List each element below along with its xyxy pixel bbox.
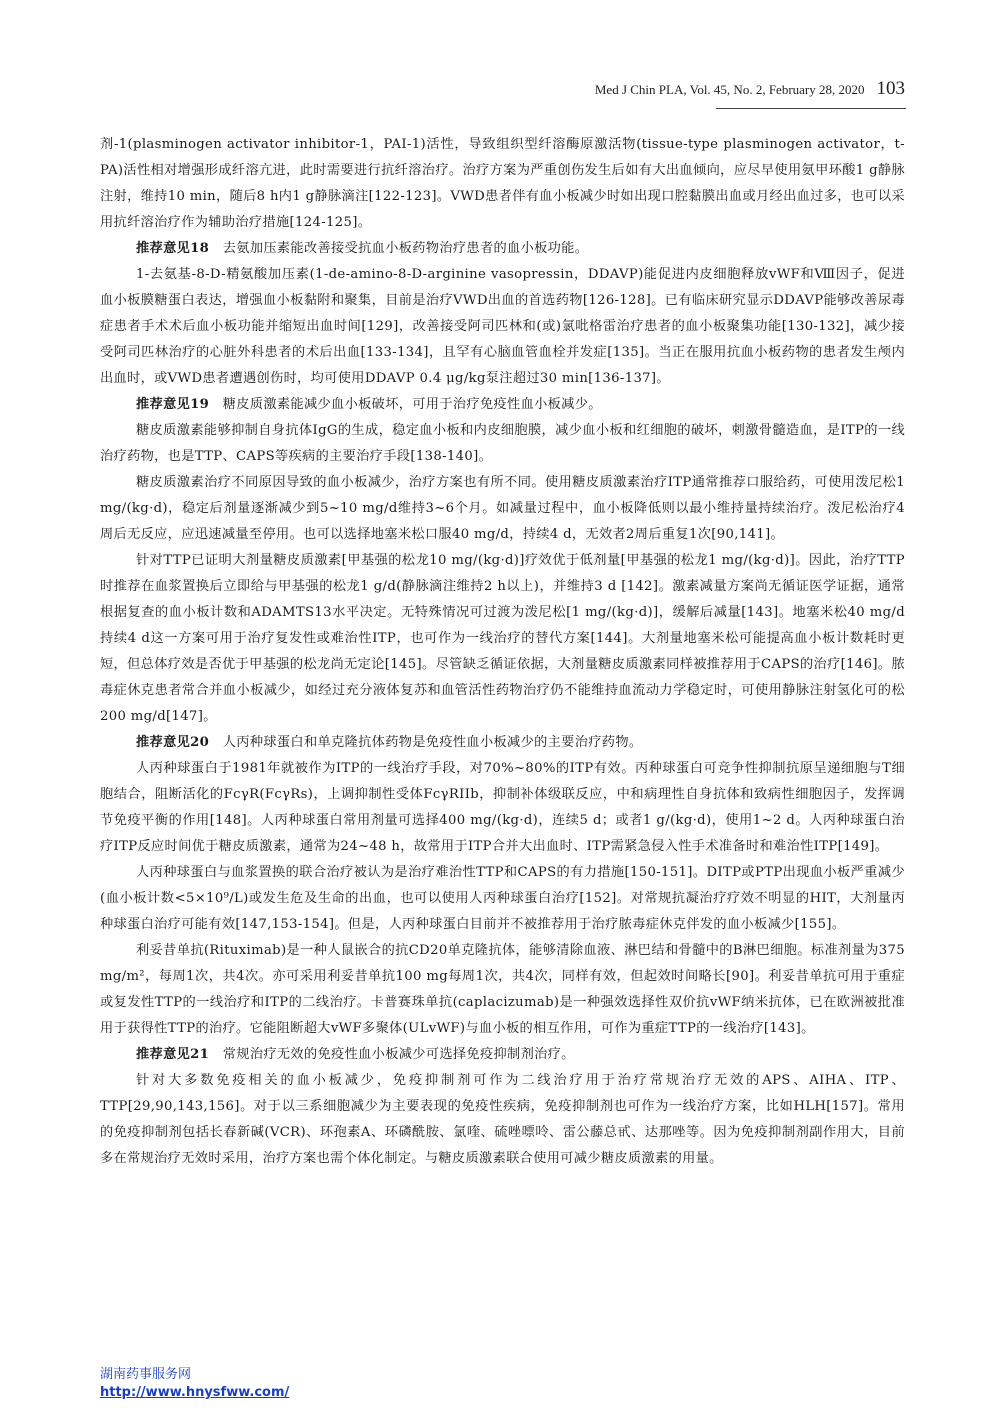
article-body (100, 132, 905, 1172)
page-number: 103 (876, 78, 905, 99)
paragraph-continuation: 剂-1(plasminogen activator inhibitor-1，PAI-1)活性，导致组织型纤溶酶原激活物(tissue-type plasminogen activator，t-PA)活性相对增强形成纤溶亢进，此时需要进行抗纤溶治疗。治疗方案为严重创伤发生后如有大出血倾向，应尽早使用氨甲环酸1 g静脉注射，维持10 min，随后8 h内1 g静脉滴注[122-123]。VWD患者伴有血小板减少时如出现口腔黏膜出血或月经出血过多，也可以采用抗纤溶治疗作为辅助治疗措施[124-125]。 (100, 137, 905, 230)
recommendation-18 (100, 236, 905, 262)
site-url-link[interactable]: http://www.hnysfww.com/ (100, 1385, 290, 1400)
recommendation-text: 常规治疗无效的免疫性血小板减少可选择免疫抑制剂治疗。 (222, 1047, 575, 1062)
recommendation-label: 推荐意见20 (136, 735, 210, 750)
recommendation-label: 推荐意见21 (136, 1047, 210, 1062)
recommendation-text: 人丙种球蛋白和单克隆抗体药物是免疫性血小板减少的主要治疗药物。 (222, 735, 643, 750)
journal-citation: Med J Chin PLA, Vol. 45, No. 2, February 28, 2020 (594, 82, 865, 97)
recommendation-19 (100, 392, 905, 418)
site-name: 湖南药事服务网 (100, 1367, 192, 1382)
recommendation-label: 推荐意见18 (136, 241, 210, 256)
paragraph: 人丙种球蛋白于1981年就被作为ITP的一线治疗手段，对70%~80%的ITP有效。丙种球蛋白可竞争性抑制抗原呈递细胞与T细胞结合，阻断活化的FcγR(FcγRs)，上调抑制性受体FcγRIIb，抑制补体级联反应，中和病理性自身抗体和致病性细胞因子，发挥调节免疫平衡的作用[148]。人丙种球蛋白常用剂量可选择400 mg/(kg·d)，连续5 d；或者1 g/(kg·d)，使用1~2 d。人丙种球蛋白治疗ITP反应时间优于糖皮质激素，通常为24~48 h，故常用于ITP合并大出血时、ITP需紧急侵入性手术准备时和难治性ITP[149]。 (100, 761, 905, 854)
paragraph: 1-去氨基-8-D-精氨酸加压素(1-de-amino-8-D-arginine vasopressin，DDAVP)能促进内皮细胞释放vWF和Ⅷ因子，促进血小板膜糖蛋白表达，增强血小板黏附和聚集，目前是治疗VWD出血的首选药物[126-128]。已有临床研究显示DDAVP能够改善尿毒症患者手术术后血小板功能并缩短出血时间[129]，改善接受阿司匹林和(或)氯吡格雷治疗患者的血小板聚集功能[130-132]，减少接受阿司匹林治疗的心脏外科患者的术后出血[133-134]，且罕有心脑血管血栓并发症[135]。当正在服用抗血小板药物的患者发生颅内出血时，或VWD患者遭遇创伤时，均可使用DDAVP 0.4 μg/kg泵注超过30 min[136-137]。 (100, 267, 905, 386)
paragraph: 人丙种球蛋白与血浆置换的联合治疗被认为是治疗难治性TTP和CAPS的有力措施[150-151]。DITP或PTP出现血小板严重减少(血小板计数<5×10⁹/L)或发生危及生命的出血，也可以使用人丙种球蛋白治疗[152]。对常规抗凝治疗疗效不明显的HIT，大剂量丙种球蛋白治疗可能有效[147,153-154]。但是，人丙种球蛋白目前并不被推荐用于治疗脓毒症休克伴发的血小板减少[155]。 (100, 865, 905, 932)
recommendation-21 (100, 1042, 905, 1068)
paragraph: 糖皮质激素治疗不同原因导致的血小板减少，治疗方案也有所不同。使用糖皮质激素治疗ITP通常推荐口服给药，可使用泼尼松1 mg/(kg·d)，稳定后剂量逐渐减少到5~10 mg/d维持3~6个月。如减量过程中，血小板降低则以最小维持量持续治疗。泼尼松治疗4周后无反应，应迅速减量至停用。也可以选择地塞米松口服40 mg/d，持续4 d，无效者2周后重复1次[90,141]。 (100, 475, 905, 542)
header-rule (716, 108, 906, 109)
paragraph: 糖皮质激素能够抑制自身抗体IgG的生成，稳定血小板和内皮细胞膜，减少血小板和红细胞的破坏，刺激骨髓造血，是ITP的一线治疗药物，也是TTP、CAPS等疾病的主要治疗手段[138-140]。 (100, 423, 905, 464)
paragraph: 针对TTP已证明大剂量糖皮质激素[甲基强的松龙10 mg/(kg·d)]疗效优于低剂量[甲基强的松龙1 mg/(kg·d)]。因此，治疗TTP时推荐在血浆置换后立即给与甲基强的松龙1 g/d(静脉滴注维持2 h以上)，并维持3 d [142]。激素减量方案尚无循证医学证据，通常根据复查的血小板计数和ADAMTS13水平决定。无特殊情况可过渡为泼尼松[1 mg/(kg·d)]，缓解后减量[143]。地塞米松40 mg/d持续4 d这一方案可用于治疗复发性或难治性ITP，也可作为一线治疗的替代方案[144]。大剂量地塞米松可能提高血小板计数耗时更短，但总体疗效是否优于甲基强的松龙尚无定论[145]。尽管缺乏循证依据，大剂量糖皮质激素同样被推荐用于CAPS的治疗[146]。脓毒症休克患者常合并血小板减少，如经过充分液体复苏和血管活性药物治疗仍不能维持血流动力学稳定时，可使用静脉注射氢化可的松200 mg/d[147]。 (100, 553, 905, 724)
recommendation-20 (100, 730, 905, 756)
recommendation-label: 推荐意见19 (136, 397, 210, 412)
paragraph: 针对大多数免疫相关的血小板减少，免疫抑制剂可作为二线治疗用于治疗常规治疗无效的APS、AIHA、ITP、TTP[29,90,143,156]。对于以三系细胞减少为主要表现的免疫性疾病，免疫抑制剂也可作为一线治疗方案，比如HLH[157]。常用的免疫抑制剂包括长春新碱(VCR)、环孢素A、环磷酰胺、氯喹、硫唑嘌呤、雷公藤总甙、达那唑等。因为免疫抑制剂副作用大，目前多在常规治疗无效时采用，治疗方案也需个体化制定。与糖皮质激素联合使用可减少糖皮质激素的用量。 (100, 1073, 905, 1166)
paragraph: 利妥昔单抗(Rituximab)是一种人鼠嵌合的抗CD20单克隆抗体，能够清除血液、淋巴结和骨髓中的B淋巴细胞。标准剂量为375 mg/m²，每周1次，共4次。亦可采用利妥昔单抗100 mg每周1次，共4次，同样有效，但起效时间略长[90]。利妥昔单抗可用于重症或复发性TTP的一线治疗和ITP的二线治疗。卡普赛珠单抗(caplacizumab)是一种强效选择性双价抗vWF纳米抗体，已在欧洲被批准用于获得性TTP的治疗。它能阻断超大vWF多聚体(ULvWF)与血小板的相互作用，可作为重症TTP的一线治疗[143]。 (100, 943, 905, 1036)
running-header (100, 78, 905, 106)
watermark-footer (100, 1366, 289, 1402)
recommendation-text: 糖皮质激素能减少血小板破坏，可用于治疗免疫性血小板减少。 (222, 397, 602, 412)
recommendation-text: 去氨加压素能改善接受抗血小板药物治疗患者的血小板功能。 (222, 241, 589, 256)
